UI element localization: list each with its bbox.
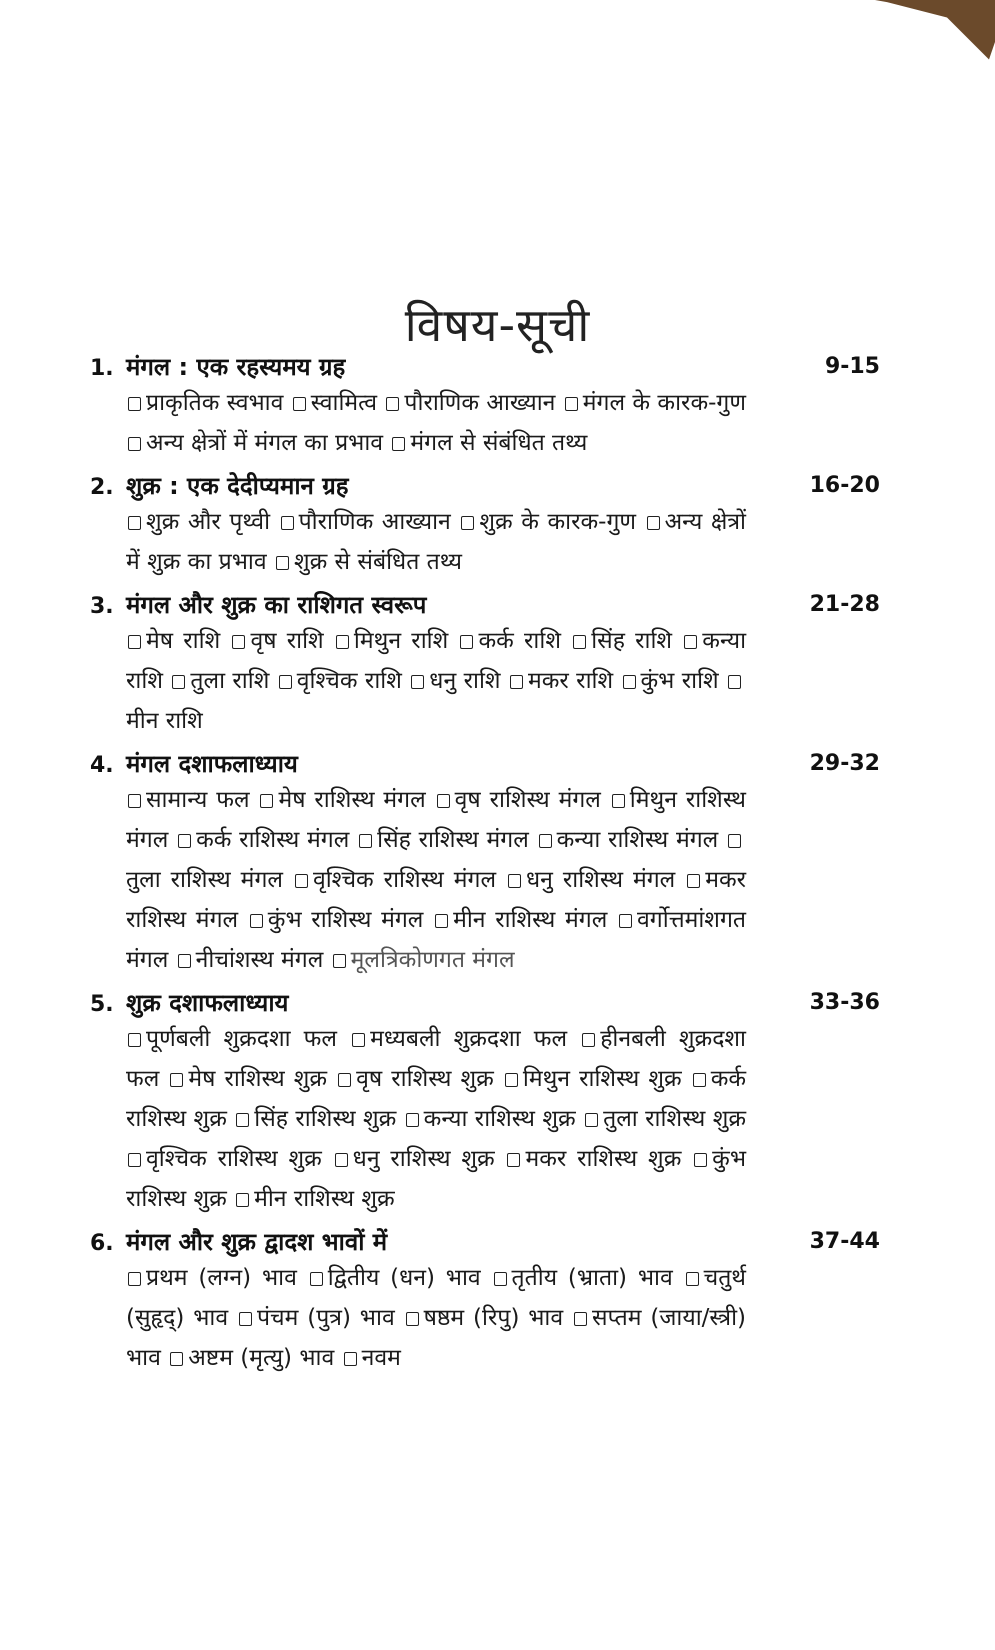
topic-item: [126, 628, 220, 654]
topic-label: वृश्चिक राशिस्थ शुक्र: [146, 1146, 322, 1172]
topic-item: [279, 509, 451, 535]
topic-list: [126, 502, 746, 582]
topic-item: [277, 668, 402, 694]
topic-label: धनु राशिस्थ शुक्र: [352, 1146, 495, 1172]
topic-list: [126, 780, 746, 980]
topic-label: सिंह राशि: [591, 628, 673, 654]
topic-item: [435, 787, 601, 813]
topic-item: [404, 1106, 576, 1132]
square-bullet-icon: [728, 834, 741, 848]
topic-item: [458, 628, 561, 654]
topic-label: मंगल के कारक-गुण: [582, 390, 746, 416]
chapter-number: 1.: [90, 356, 114, 381]
square-bullet-icon: [333, 954, 346, 968]
chapter-number: 4.: [90, 753, 114, 778]
topic-list: [126, 1258, 746, 1378]
chapter-title: मंगल : एक रहस्यमय ग्रह: [126, 353, 346, 381]
topic-label: मीन राशिस्थ शुक्र: [254, 1186, 395, 1212]
topic-item: [126, 1026, 337, 1052]
topic-item: [176, 947, 324, 973]
square-bullet-icon: [281, 516, 294, 530]
square-bullet-icon: [172, 675, 185, 689]
topic-list: [126, 1019, 746, 1219]
topic-item: [126, 390, 283, 416]
topic-label: शुक्र के कारक-गुण: [479, 509, 637, 535]
topic-item: [571, 628, 672, 654]
square-bullet-icon: [573, 635, 586, 649]
topic-label: कर्क राशि: [478, 628, 561, 654]
topic-label: वृष राशिस्थ शुक्र: [356, 1066, 494, 1092]
topic-item: [126, 1265, 297, 1291]
square-bullet-icon: [335, 1153, 348, 1167]
topic-label: तुला राशिस्थ मंगल: [126, 867, 283, 893]
topic-item: [390, 430, 587, 456]
square-bullet-icon: [128, 635, 141, 649]
chapter-title: मंगल और शुक्र द्वादश भावों में: [126, 1228, 388, 1256]
topic-item: [384, 390, 555, 416]
topic-label: मकर राशि: [527, 668, 614, 694]
topic-item: [248, 907, 424, 933]
square-bullet-icon: [684, 635, 697, 649]
topic-item: [537, 827, 719, 853]
topic-label: मीन राशिस्थ मंगल: [453, 907, 608, 933]
square-bullet-icon: [128, 1153, 141, 1167]
topic-item: [583, 1106, 746, 1132]
topic-label: अन्य क्षेत्रों में शुक्र का प्रभाव: [126, 509, 747, 575]
square-bullet-icon: [128, 1033, 141, 1047]
square-bullet-icon: [236, 1113, 249, 1127]
square-bullet-icon: [336, 635, 349, 649]
page-range: 9-15: [824, 354, 880, 379]
square-bullet-icon: [386, 397, 399, 411]
table-of-contents: [90, 350, 880, 1384]
topic-label: मध्यबली शुक्रदशा फल: [370, 1026, 568, 1052]
chapter-title: शुक्र : एक देदीप्यमान ग्रह: [126, 472, 349, 500]
topic-label: षष्ठम (रिपु) भाव: [423, 1305, 564, 1331]
topic-item: [274, 549, 462, 575]
topic-list: [126, 383, 746, 463]
chapter-title: शुक्र दशाफलाध्याय: [126, 989, 289, 1017]
square-bullet-icon: [293, 397, 306, 411]
topic-label: पौराणिक आख्यान: [404, 390, 556, 416]
square-bullet-icon: [411, 675, 424, 689]
topic-label: पूर्णबली शुक्रदशा फल: [146, 1026, 337, 1052]
toc-entry-heading: [90, 469, 880, 502]
topic-label: वृष राशिस्थ मंगल: [454, 787, 601, 813]
topic-item: [336, 1066, 494, 1092]
topic-label: कन्या राशिस्थ शुक्र: [423, 1106, 576, 1132]
square-bullet-icon: [460, 635, 473, 649]
topic-label: मिथुन राशि: [353, 628, 449, 654]
topic-item: [168, 1066, 327, 1092]
toc-entry-heading: [90, 588, 880, 621]
topic-label: वृश्चिक राशिस्थ मंगल: [312, 867, 497, 893]
topic-list: [126, 621, 746, 741]
topic-item: [237, 1305, 395, 1331]
topic-label: नीचांशस्थ मंगल: [195, 947, 324, 973]
topic-label: कुंभ राशि: [640, 668, 719, 694]
square-bullet-icon: [352, 1033, 365, 1047]
topic-label: हीनबली शुक्रदशा फल: [126, 1026, 747, 1092]
square-bullet-icon: [276, 556, 289, 570]
page-range: 37-44: [809, 1229, 880, 1254]
topic-label: सिंह राशिस्थ शुक्र: [254, 1106, 397, 1132]
toc-entry-heading: [90, 986, 880, 1019]
topic-item: [621, 668, 719, 694]
chapter-number: 5.: [90, 992, 114, 1017]
toc-entry: [90, 588, 880, 741]
square-bullet-icon: [178, 954, 191, 968]
topic-item: [291, 390, 377, 416]
topic-label: मेष राशि: [146, 628, 221, 654]
topic-label: नवम: [361, 1345, 401, 1371]
page-range: 33-36: [809, 990, 880, 1015]
toc-entry-heading: [90, 1225, 880, 1258]
topic-label: मेष राशिस्थ मंगल: [278, 787, 426, 813]
topic-item: [459, 509, 636, 535]
square-bullet-icon: [585, 1113, 598, 1127]
square-bullet-icon: [406, 1312, 419, 1326]
square-bullet-icon: [507, 1153, 520, 1167]
square-bullet-icon: [686, 1272, 699, 1286]
square-bullet-icon: [510, 675, 523, 689]
topic-item: [308, 1265, 481, 1291]
topic-item: [492, 1265, 673, 1291]
toc-entry: [90, 1225, 880, 1378]
topic-item: [170, 668, 269, 694]
square-bullet-icon: [170, 1073, 183, 1087]
square-bullet-icon: [344, 1352, 357, 1366]
topic-label: धनु राशिस्थ मंगल: [526, 867, 676, 893]
square-bullet-icon: [239, 1312, 252, 1326]
square-bullet-icon: [170, 1352, 183, 1366]
topic-item: [126, 509, 270, 535]
topic-item: [234, 1106, 396, 1132]
toc-entry-heading: [90, 747, 880, 780]
square-bullet-icon: [565, 397, 578, 411]
topic-label: मूलत्रिकोणगत मंगल: [350, 947, 515, 973]
topic-item: [331, 947, 515, 973]
square-bullet-icon: [461, 516, 474, 530]
square-bullet-icon: [508, 874, 521, 888]
page-title: विषय-सूची: [404, 297, 591, 352]
topic-item: [293, 867, 496, 893]
topic-label: कुंभ राशिस्थ शुक्र: [126, 1146, 747, 1212]
square-bullet-icon: [392, 437, 405, 451]
square-bullet-icon: [406, 1113, 419, 1127]
square-bullet-icon: [494, 1272, 507, 1286]
chapter-title: मंगल और शुक्र का राशिगत स्वरूप: [126, 591, 427, 619]
topic-item: [357, 827, 529, 853]
toc-entry: [90, 350, 880, 463]
topic-item: [503, 1066, 682, 1092]
square-bullet-icon: [128, 516, 141, 530]
square-bullet-icon: [128, 794, 141, 808]
toc-entry: [90, 747, 880, 980]
page-range: 29-32: [809, 751, 880, 776]
topic-item: [168, 1345, 334, 1371]
topic-label: कन्या राशिस्थ मंगल: [556, 827, 719, 853]
topic-label: अष्टम (मृत्यु) भाव: [188, 1345, 335, 1371]
topic-label: सप्तम (जाया/स्त्री) भाव: [126, 1305, 747, 1371]
topic-label: मकर राशिस्थ मंगल: [126, 867, 747, 933]
square-bullet-icon: [505, 1073, 518, 1087]
topic-label: कन्या राशि: [126, 628, 747, 694]
topic-item: [404, 1305, 564, 1331]
topic-label: वृश्चिक राशि: [296, 668, 402, 694]
square-bullet-icon: [128, 397, 141, 411]
topic-label: पौराणिक आख्यान: [298, 509, 451, 535]
square-bullet-icon: [728, 675, 741, 689]
square-bullet-icon: [279, 675, 292, 689]
torn-page-corner: [875, 0, 995, 70]
topic-item: [333, 1146, 495, 1172]
topic-item: [234, 1186, 395, 1212]
topic-label: तृतीय (भ्राता) भाव: [511, 1265, 673, 1291]
square-bullet-icon: [694, 1153, 707, 1167]
topic-label: द्वितीय (धन) भाव: [327, 1265, 481, 1291]
topic-item: [508, 668, 613, 694]
topic-item: [334, 628, 448, 654]
topic-label: वृष राशि: [250, 628, 324, 654]
topic-label: मेष राशिस्थ शुक्र: [188, 1066, 328, 1092]
topic-label: धनु राशि: [429, 668, 501, 694]
topic-item: [258, 787, 425, 813]
square-bullet-icon: [359, 834, 372, 848]
square-bullet-icon: [236, 1193, 249, 1207]
square-bullet-icon: [435, 914, 448, 928]
topic-label: मीन राशि: [126, 708, 203, 734]
square-bullet-icon: [647, 516, 660, 530]
toc-entry: [90, 986, 880, 1219]
topic-item: [506, 867, 675, 893]
topic-item: [563, 390, 746, 416]
chapter-title: मंगल दशाफलाध्याय: [126, 750, 298, 778]
topic-label: पंचम (पुत्र) भाव: [256, 1305, 395, 1331]
square-bullet-icon: [128, 437, 141, 451]
topic-label: कर्क राशिस्थ शुक्र: [126, 1066, 747, 1132]
topic-label: स्वामित्व: [310, 390, 378, 416]
square-bullet-icon: [437, 794, 450, 808]
page-range: 21-28: [809, 592, 880, 617]
square-bullet-icon: [295, 874, 308, 888]
chapter-number: 2.: [90, 475, 114, 500]
topic-label: शुक्र से संबंधित तथ्य: [293, 549, 462, 575]
topic-label: शुक्र और पृथ्वी: [146, 509, 271, 535]
square-bullet-icon: [574, 1312, 587, 1326]
square-bullet-icon: [687, 874, 700, 888]
topic-item: [342, 1345, 401, 1371]
square-bullet-icon: [260, 794, 273, 808]
topic-label: मकर राशिस्थ शुक्र: [525, 1146, 682, 1172]
square-bullet-icon: [539, 834, 552, 848]
square-bullet-icon: [693, 1073, 706, 1087]
page-range: 16-20: [809, 473, 880, 498]
square-bullet-icon: [338, 1073, 351, 1087]
topic-label: वर्गोत्तमांशगत मंगल: [126, 907, 746, 973]
square-bullet-icon: [582, 1033, 595, 1047]
chapter-number: 3.: [90, 594, 114, 619]
topic-label: अन्य क्षेत्रों में मंगल का प्रभाव: [146, 430, 384, 456]
topic-label: सामान्य फल: [146, 787, 250, 813]
topic-item: [126, 787, 250, 813]
square-bullet-icon: [310, 1272, 323, 1286]
topic-item: [433, 907, 607, 933]
topic-label: मंगल से संबंधित तथ्य: [410, 430, 588, 456]
square-bullet-icon: [612, 794, 625, 808]
topic-label: तुला राशिस्थ शुक्र: [603, 1106, 746, 1132]
topic-label: कुंभ राशिस्थ मंगल: [267, 907, 424, 933]
topic-item: [409, 668, 500, 694]
topic-label: प्रथम (लग्न) भाव: [146, 1265, 297, 1291]
topic-item: [350, 1026, 567, 1052]
chapter-number: 6.: [90, 1231, 114, 1256]
topic-label: सिंह राशिस्थ मंगल: [377, 827, 529, 853]
square-bullet-icon: [250, 914, 263, 928]
topic-item: [126, 1146, 322, 1172]
topic-item: [176, 827, 349, 853]
toc-entry-heading: [90, 350, 880, 383]
topic-label: तुला राशि: [190, 668, 270, 694]
topic-label: चतुर्थ (सुहृद्) भाव: [126, 1265, 747, 1331]
toc-entry: [90, 469, 880, 582]
square-bullet-icon: [619, 914, 632, 928]
square-bullet-icon: [623, 675, 636, 689]
topic-item: [126, 430, 383, 456]
topic-label: मिथुन राशिस्थ शुक्र: [522, 1066, 682, 1092]
topic-item: [230, 628, 323, 654]
topic-label: प्राकृतिक स्वभाव: [146, 390, 284, 416]
square-bullet-icon: [178, 834, 191, 848]
square-bullet-icon: [232, 635, 245, 649]
square-bullet-icon: [128, 1272, 141, 1286]
topic-item: [505, 1146, 681, 1172]
topic-label: कर्क राशिस्थ मंगल: [196, 827, 350, 853]
topic-label: मिथुन राशिस्थ मंगल: [126, 787, 746, 853]
